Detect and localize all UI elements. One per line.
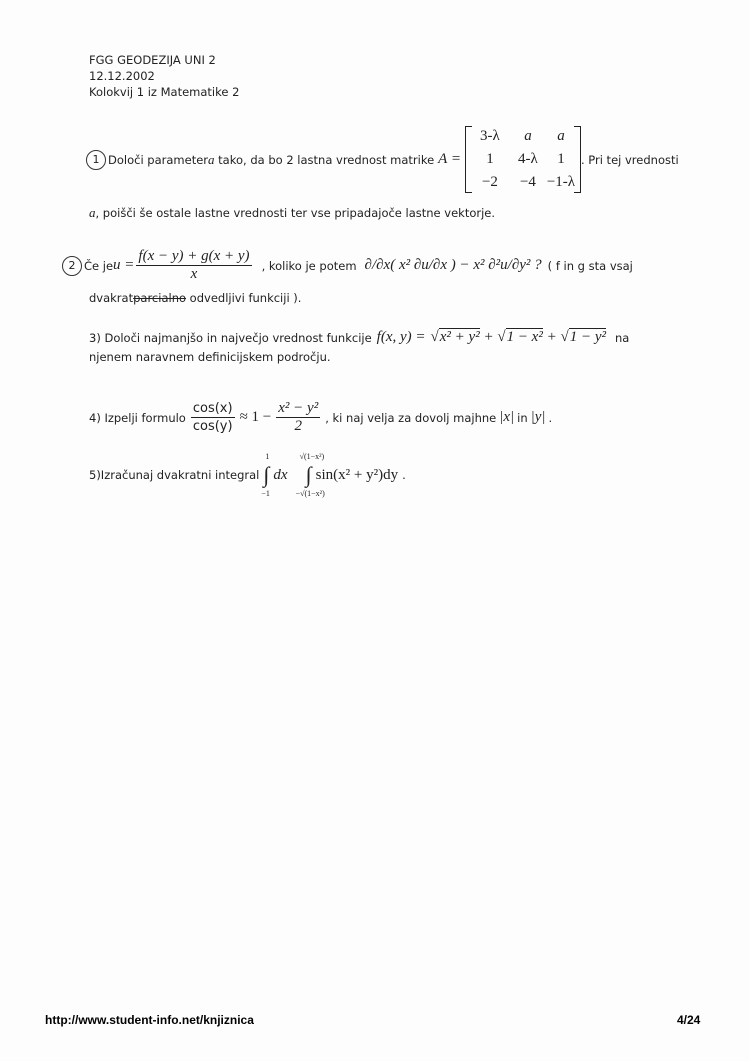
header-title: Kolokvij 1 iz Matematike 2 <box>89 85 240 99</box>
q1-line2-text: , poišči še ostale lastne vrednosti ter vse pripadajoče lastne vektorje. <box>95 206 496 220</box>
matrix-cell: 4-λ <box>518 151 538 167</box>
period: . <box>402 468 406 482</box>
question-3: 3) Določi najmanjšo in največjo vrednost funkcije f(x, y) = √x² + y² + √1 − x² + √1 − y² na <box>89 329 630 345</box>
lower-limit: −1 <box>261 489 270 498</box>
xy-fraction <box>276 400 320 435</box>
denominator: 2 <box>294 418 302 434</box>
q4-text-b: , ki naj velja za dovolj majhne <box>325 410 497 425</box>
header-line-1: FGG GEODEZIJA UNI 2 <box>89 53 216 67</box>
q2-text: Če je <box>84 258 114 273</box>
text: dvakrat <box>89 291 134 305</box>
numerator: cos(x) <box>192 401 233 416</box>
matrix-cell: 1 <box>557 151 565 167</box>
numerator: f(x − y) + g(x + y) <box>138 248 250 264</box>
fraction <box>136 248 251 283</box>
matrix-label: A = <box>438 151 461 167</box>
period: . <box>548 410 553 425</box>
cos-fraction <box>191 400 235 435</box>
footer-url[interactable]: http://www.student-info.net/knjiznica <box>45 1013 254 1027</box>
upper-limit: 1 <box>265 452 270 461</box>
numerator: x² − y² <box>278 400 319 416</box>
matrix <box>465 126 581 193</box>
question-5 <box>89 452 406 498</box>
lower-limit: −√(1−x²) <box>295 489 325 498</box>
matrix-cell: −1-λ <box>546 174 576 190</box>
approx: ≈ 1 − <box>239 409 272 425</box>
question-2 <box>62 248 633 283</box>
question-number-circle: 1 <box>86 150 106 170</box>
sqrt-term: 1 − x² <box>506 329 543 345</box>
matrix-cell: a <box>524 128 532 144</box>
abs-y: |y| <box>530 409 546 425</box>
question-1 <box>86 126 679 193</box>
q2-line-2 <box>89 291 301 305</box>
in: in <box>517 410 528 425</box>
matrix-cell: 1 <box>486 151 494 167</box>
pde-expression: ∂/∂x( x² ∂u/∂x ) − x² ∂²u/∂y² ? <box>364 257 542 273</box>
q3-text-b: na <box>614 330 630 345</box>
u-eq: u = <box>113 257 135 273</box>
text: odvedljivi funkciji ). <box>186 291 302 305</box>
abs-x: |x| <box>499 409 515 425</box>
q1-text: Določi parameter <box>108 152 209 167</box>
matrix-cell: a <box>557 128 565 144</box>
sqrt-term: x² + y² <box>439 329 480 345</box>
formula-lhs: f(x, y) = <box>376 329 426 345</box>
question-4 <box>89 400 552 435</box>
upper-limit: √(1−x²) <box>299 452 325 461</box>
integrand: sin(x² + y²)dy <box>315 466 399 483</box>
question-number-circle: 2 <box>62 256 82 276</box>
q1-text-c: . Pri tej vrednosti <box>580 152 679 167</box>
denominator: cos(y) <box>192 419 233 434</box>
matrix-cell: −2 <box>481 174 498 190</box>
q5-text: 5)Izračunaj dvakratni integral <box>89 468 260 482</box>
q4-text: 4) Izpelji formulo <box>89 410 186 425</box>
q2-text-b: , koliko je potem <box>261 258 357 273</box>
q1-text-b: tako, da bo 2 lastna vrednost matrike <box>218 152 435 167</box>
q1-line-2 <box>89 205 495 221</box>
matrix-cell: 3-λ <box>480 128 500 144</box>
header-date: 12.12.2002 <box>89 69 155 83</box>
q2-text-c: ( f in g sta vsaj <box>547 258 633 273</box>
matrix-cell: −4 <box>519 174 536 190</box>
inner-integral: ∫ √(1−x²) −√(1−x²) <box>295 452 325 498</box>
dx: dx <box>273 466 288 483</box>
sqrt-term: 1 − y² <box>569 329 606 345</box>
denominator: x <box>190 266 198 282</box>
q1-param-2: a <box>89 205 96 220</box>
q3-text: 3) Določi najmanjšo in največjo vrednost funkcije <box>89 330 372 345</box>
q1-param: a <box>208 151 215 167</box>
struck-text: parcialno <box>133 291 187 305</box>
page-number: 4/24 <box>677 1013 701 1027</box>
outer-integral: ∫ 1 −1 <box>261 452 270 498</box>
q3-line-2: njenem naravnem definicijskem področju. <box>89 350 331 364</box>
